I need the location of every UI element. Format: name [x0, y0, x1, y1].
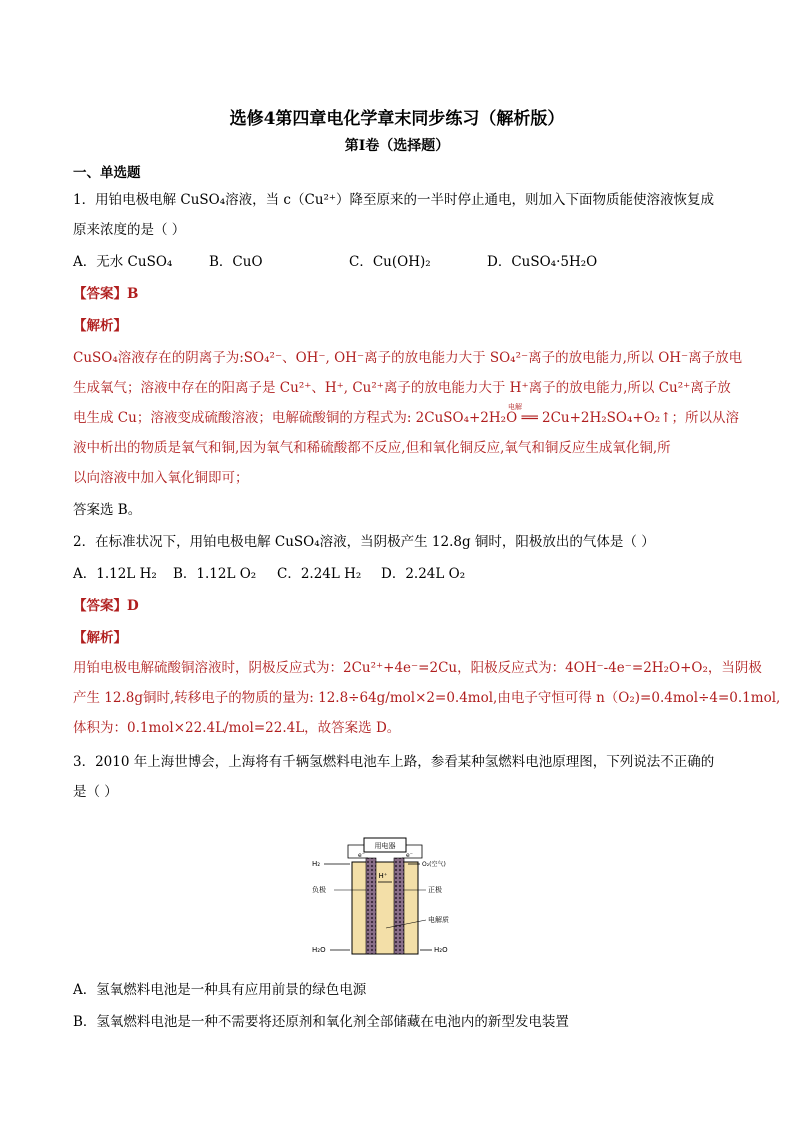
q3-option-b: B．氢氧燃料电池是一种不需要将还原剂和氧化剂全部储藏在电池内的新型发电装置 [73, 1014, 569, 1030]
device-label: 用电器 [374, 842, 396, 850]
proton-label: H⁺ [378, 872, 388, 880]
q3-option-a: A．氢氧燃料电池是一种具有应用前景的绿色电源 [73, 982, 367, 998]
q2-analysis-line3: 体积为：0.1mol×22.4L/mol=22.4L，故答案选 D。 [73, 720, 401, 736]
q1-analysis-line2: 生成氧气；溶液中存在的阳离子是 Cu²⁺、H⁺, Cu²⁺离子的放电能力大于 H⁺离子的放电能力,所以 Cu²⁺离子放 [73, 380, 731, 396]
electrolyte-label: 电解质 [428, 916, 449, 924]
electrolysis-condition-label: 电解 [508, 403, 522, 411]
q1-option-c: C．Cu(OH)₂ [349, 254, 431, 270]
page-subtitle: 第I卷（选择题） [344, 138, 450, 154]
fuel-cell-diagram [310, 836, 460, 961]
electron-label-left: e⁻ [358, 852, 365, 859]
q1-analysis-label: 【解析】 [73, 318, 127, 334]
h2-input-label: H₂ [312, 860, 321, 868]
q1-answer: 【答案】B [73, 286, 139, 302]
q1-option-a: A．无水 CuSO₄ [73, 254, 173, 270]
q1-option-d: D．CuSO₄·5H₂O [487, 254, 598, 270]
q2-analysis-line2: 产生 12.8g铜时,转移电子的物质的量为: 12.8÷64g/mol×2=0.4mol,由电子守恒可得 n（O₂)=0.4mol÷4=0.1mol, [73, 690, 781, 706]
q1-options [73, 250, 597, 270]
q3-stem-line2: 是（ ） [73, 784, 118, 800]
q1-analysis-line5: 以向溶液中加入氧化铜即可； [73, 470, 249, 486]
water-output-right: H₂O [434, 946, 448, 954]
page-title: 选修4第四章电化学章末同步练习（解析版） [229, 109, 565, 129]
cathode-electrode [394, 858, 404, 954]
section-label: 一、单选题 [73, 165, 141, 181]
q3-stem-line1: 3．2010 年上海世博会，上海将有千辆氢燃料电池车上路，参看某种氢燃料电池原理图，下列说法不正确的 [73, 754, 715, 770]
electron-label-right: e⁻ [406, 852, 413, 859]
q1-option-b: B．CuO [209, 254, 263, 270]
q1-analysis-line4: 液中析出的物质是氧气和铜,因为氧气和稀硫酸都不反应,但和氧化铜反应,氧气和铜反应生成氧化铜,所 [73, 440, 671, 456]
water-output-left: H₂O [312, 946, 326, 954]
q2-option-a: A．1.12L H₂ [73, 566, 157, 582]
q1-stem-line1: 1．用铂电极电解 CuSO₄溶液，当 c（Cu²⁺）降至原来的一半时停止通电，则加入下面物质能使溶液恢复成 [73, 192, 715, 208]
anode-electrode [366, 858, 376, 954]
q2-stem-line1: 2．在标准状况下，用铂电极电解 CuSO₄溶液，当阴极产生 12.8g 铜时，阳极放出的气体是（ ） [73, 534, 655, 550]
q2-option-d: D．2.24L O₂ [381, 566, 466, 582]
q1-stem-line2: 原来浓度的是（ ） [73, 222, 186, 238]
q2-options [73, 562, 465, 582]
q1-conclusion: 答案选 B。 [73, 502, 142, 518]
q2-answer: 【答案】D [73, 598, 139, 614]
q2-analysis-label: 【解析】 [73, 630, 127, 646]
q1-analysis-line1: CuSO₄溶液存在的阴离子为:SO₄²⁻、OH⁻, OH⁻离子的放电能力大于 SO₄²⁻离子的放电能力,所以 OH⁻离子放电 [73, 350, 743, 366]
negative-electrode-label: 负极 [312, 886, 326, 894]
o2-input-label: O₂(空气) [422, 861, 446, 868]
q2-analysis-line1: 用铂电极电解硫酸铜溶液时，阴极反应式为：2Cu²⁺+4e⁻=2Cu，阳极反应式为：4OH⁻-4e⁻=2H₂O+O₂，当阴极 [73, 660, 762, 676]
q1-analysis-line3: 电生成 Cu；溶液变成硫酸溶液；电解硫酸铜的方程式为: 2CuSO₄+2H₂O ══ 2Cu+2H₂SO₄+O₂↑；所以从溶 [73, 410, 740, 426]
q2-option-b: B．1.12L O₂ [173, 566, 257, 582]
positive-electrode-label: 正极 [428, 886, 442, 894]
q2-option-c: C．2.24L H₂ [277, 566, 362, 582]
